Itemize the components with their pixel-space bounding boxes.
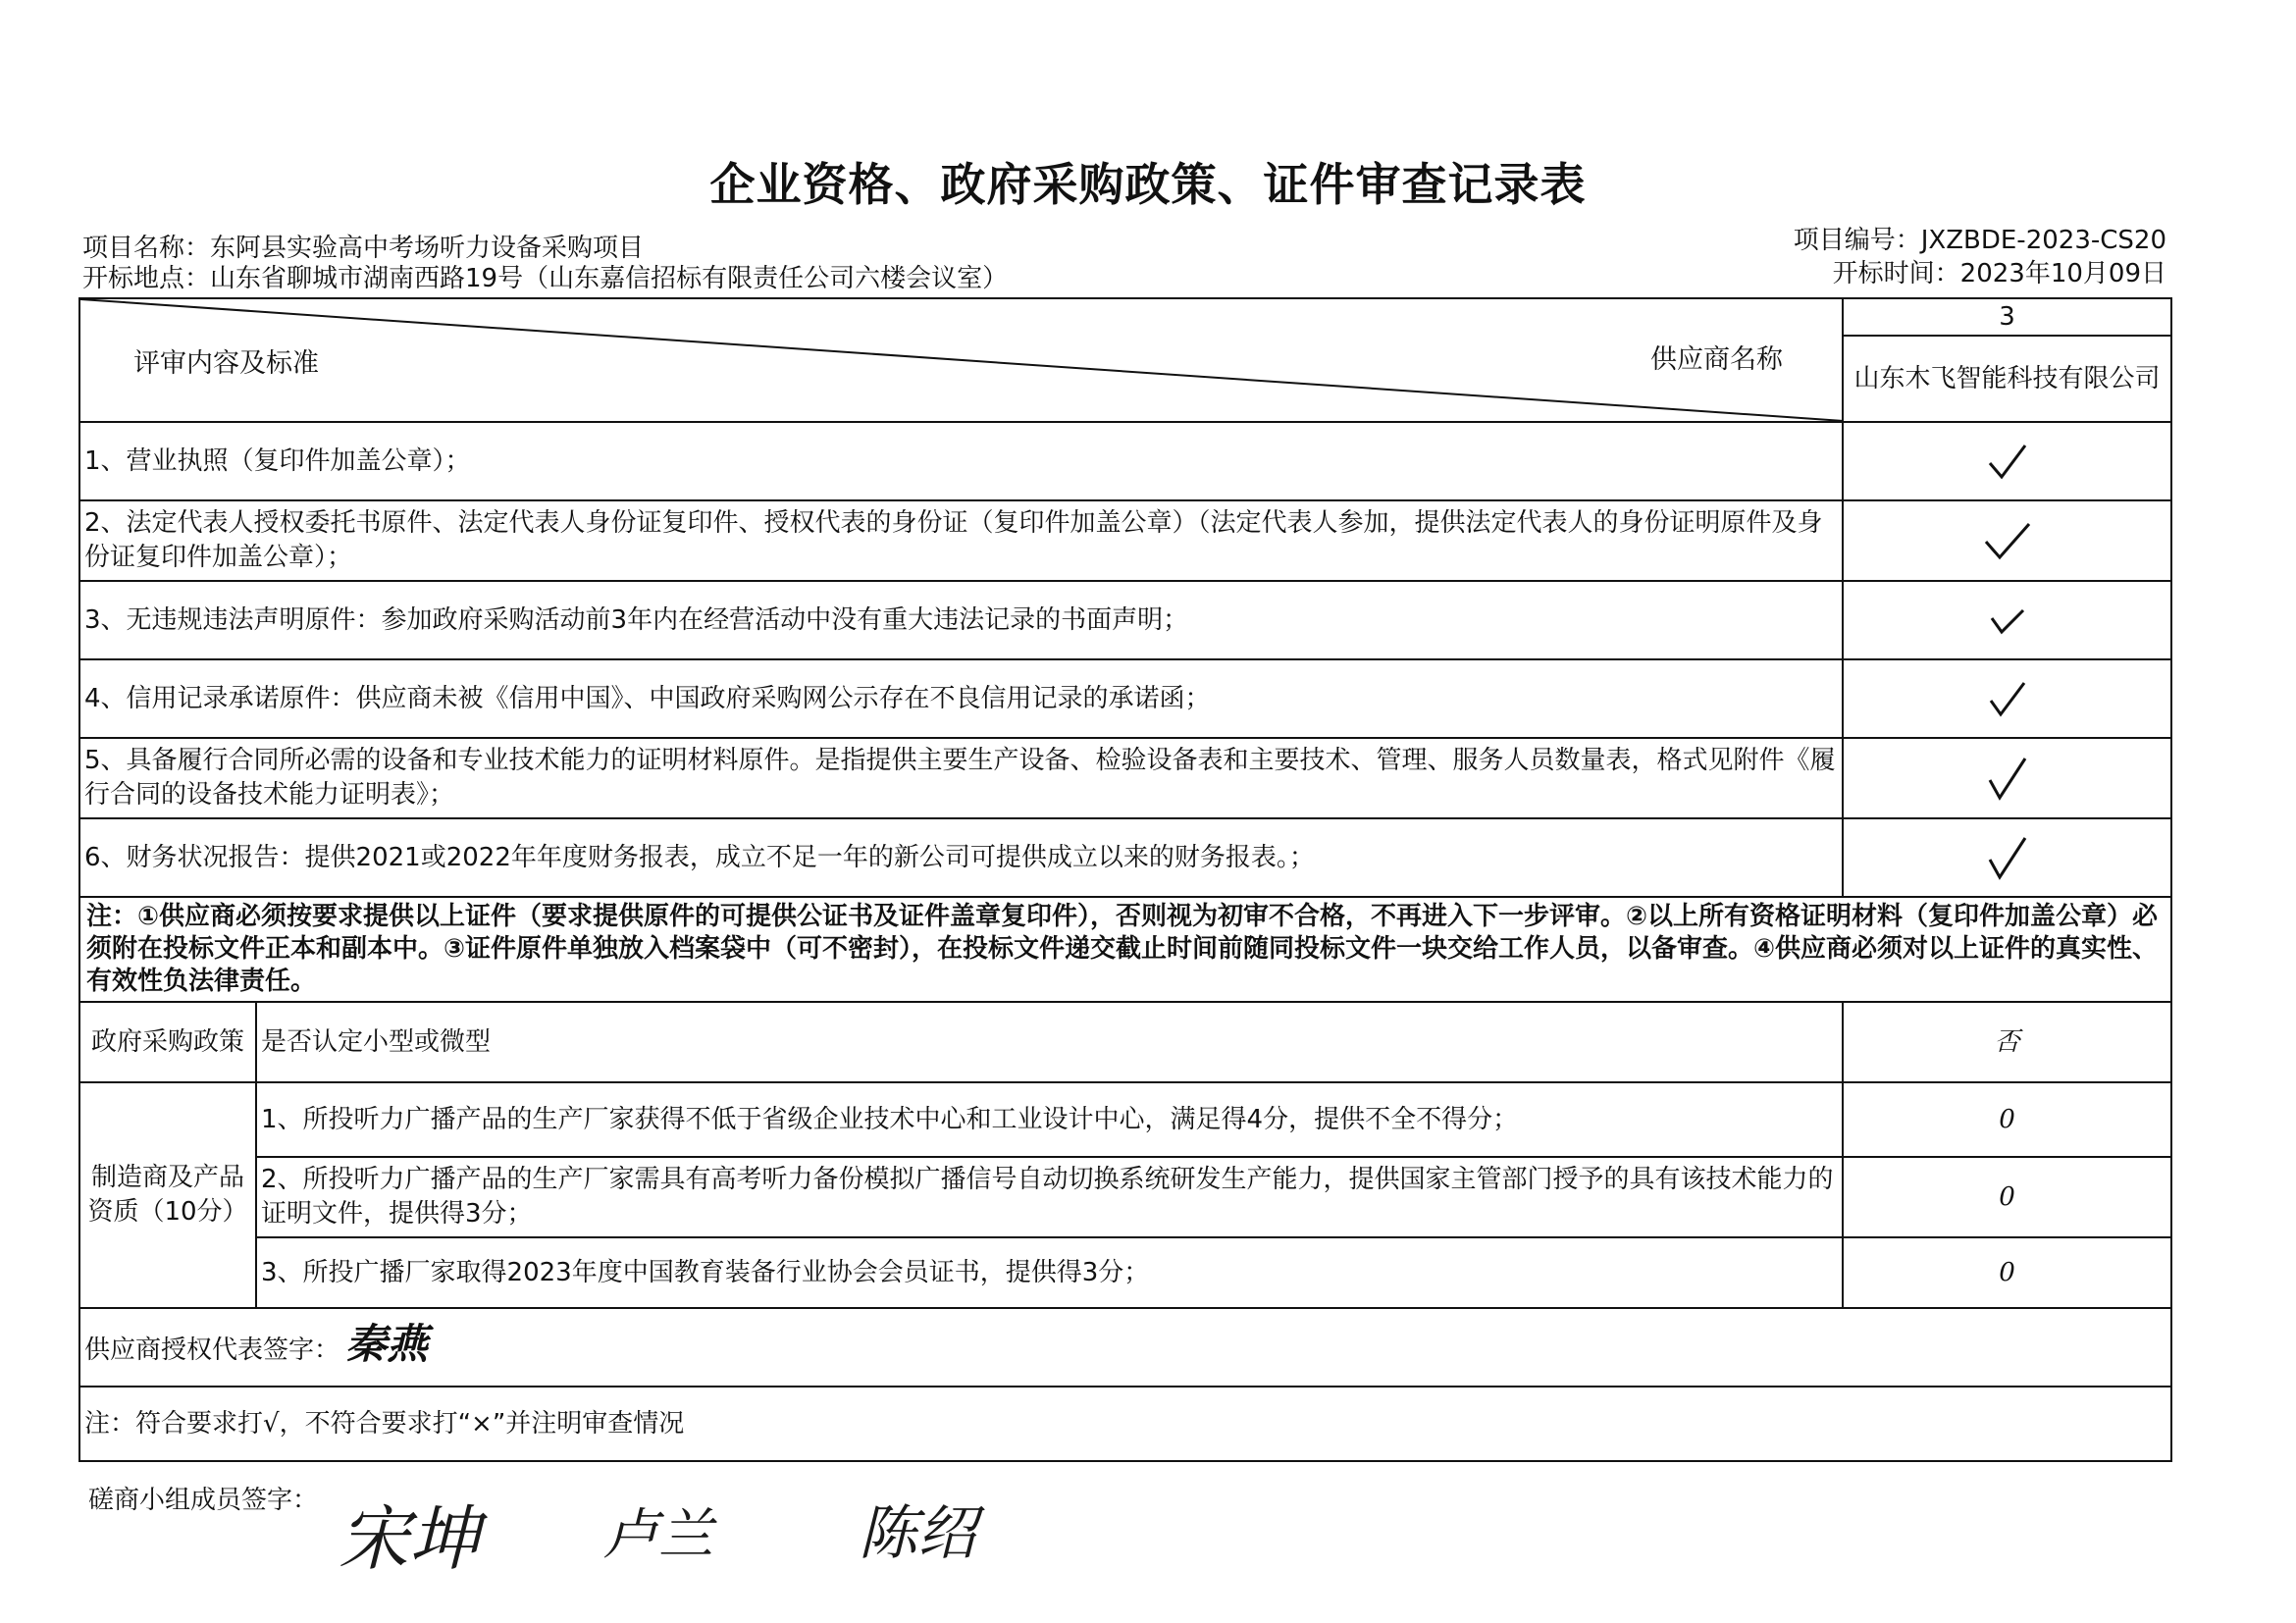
table-row [79, 738, 2171, 818]
panel-signature-2: 卢兰 [603, 1503, 713, 1567]
diagonal-divider-line [80, 299, 1843, 421]
table-header-row [79, 298, 2171, 336]
page-title: 企业资格、政府采购政策、证件审查记录表 [709, 158, 1587, 211]
checkmark-icon [1982, 520, 2033, 561]
requirements-note: 注：①供应商必须按要求提供以上证件（要求提供原件的可提供公证书及证件盖章复印件），否则视为初审不合格，不再进入下一步评审。②以上所有资格证明材料（复印件加盖公章）必须附在投标文件正本和副本中。③证件原件单独放入档案袋中（可不密封），在投标文件递交截止时间前随同投标文件一块交给工作人员，以备审查。④供应商必须对以上证件的真实性、有效性负法律责任。 [79, 897, 2171, 1002]
table-row [79, 422, 2171, 500]
note-row [79, 897, 2171, 1002]
representative-sign-cell [79, 1308, 2171, 1387]
review-criteria-heading: 评审内容及标准 [133, 348, 319, 379]
checkmark-icon [1986, 755, 2029, 802]
manufacturer-qualification-label: 制造商及产品资质（10分） [79, 1082, 256, 1308]
criterion-text: 5、具备履行合同所必需的设备和专业技术能力的证明材料原件。是指提供主要生产设备、检验设备表和主要技术、管理、服务人员数量表，格式见附件《履行合同的设备技术能力证明表》； [79, 738, 1843, 818]
table-row [79, 659, 2171, 738]
qualification-criterion: 1、所投听力广播产品的生产厂家获得不低于省级企业技术中心和工业设计中心，满足得4分，提供不全不得分； [256, 1082, 1843, 1157]
supplier-name: 山东木飞智能科技有限公司 [1843, 336, 2171, 422]
check-mark [1843, 581, 2171, 659]
representative-sign-row [79, 1308, 2171, 1387]
qualification-score: 0 [1843, 1237, 2171, 1308]
check-mark [1843, 659, 2171, 738]
opening-location: 开标地点：山东省聊城市湖南西路19号（山东嘉信招标有限责任公司六楼会议室） [82, 264, 1009, 293]
qualification-score: 0 [1843, 1157, 2171, 1237]
project-name: 项目名称：东阿县实验高中考场听力设备采购项目 [82, 234, 645, 263]
table-row [79, 581, 2171, 659]
checkmark-icon [1987, 679, 2028, 718]
criterion-text: 6、财务状况报告：提供2021或2022年年度财务报表，成立不足一年的新公司可提供成立以来的财务报表。； [79, 818, 1843, 897]
table-row [79, 818, 2171, 897]
supplier-name-heading: 供应商名称 [1650, 344, 1783, 375]
qualification-criterion: 3、所投广播厂家取得2023年度中国教育装备行业协会会员证书，提供得3分； [256, 1237, 1843, 1308]
supplier-number: 3 [1843, 298, 2171, 336]
check-mark [1843, 500, 2171, 581]
panel-signature-1: 宋坤 [339, 1497, 481, 1580]
criterion-text: 2、法定代表人授权委托书原件、法定代表人身份证复印件、授权代表的身份证（复印件加盖公章）（法定代表人参加，提供法定代表人的身份证明原件及身份证复印件加盖公章）； [79, 500, 1843, 581]
qualification-score: 0 [1843, 1082, 2171, 1157]
project-number: 项目编号：JXZBDE-2023-CS20 [1793, 226, 2166, 255]
table-row [79, 1157, 2171, 1237]
check-mark [1843, 818, 2171, 897]
opening-time: 开标时间：2023年10月09日 [1832, 259, 2166, 288]
policy-label: 政府采购政策 [79, 1002, 256, 1082]
policy-answer: 否 [1843, 1002, 2171, 1082]
representative-sign-label: 供应商授权代表签字： [84, 1335, 340, 1365]
review-record-table [78, 297, 2172, 1462]
representative-signature: 秦燕 [345, 1320, 429, 1368]
policy-row [79, 1002, 2171, 1082]
criterion-text: 4、信用记录承诺原件：供应商未被《信用中国》、中国政府采购网公示存在不良信用记录的承诺函； [79, 659, 1843, 738]
checkmark-icon [1986, 834, 2029, 881]
checkmark-icon [1988, 604, 2027, 636]
panel-sign-label: 磋商小组成员签字： [88, 1486, 319, 1515]
policy-question: 是否认定小型或微型 [256, 1002, 1843, 1082]
criterion-text: 1、营业执照（复印件加盖公章）； [79, 422, 1843, 500]
diagonal-header-cell [79, 298, 1843, 422]
panel-signature-3: 陈绍 [859, 1499, 976, 1568]
marking-instructions: 注：符合要求打√，不符合要求打“×”并注明审查情况 [79, 1387, 2171, 1461]
criterion-text: 3、无违规违法声明原件：参加政府采购活动前3年内在经营活动中没有重大违法记录的书面声明； [79, 581, 1843, 659]
table-row [79, 1237, 2171, 1308]
table-row [79, 500, 2171, 581]
table-row [79, 1082, 2171, 1157]
qualification-criterion: 2、所投听力广播产品的生产厂家需具有高考听力备份模拟广播信号自动切换系统研发生产能力，提供国家主管部门授予的具有该技术能力的证明文件，提供得3分； [256, 1157, 1843, 1237]
check-mark [1843, 738, 2171, 818]
check-mark [1843, 422, 2171, 500]
checkmark-icon [1986, 442, 2029, 481]
footer-note-row [79, 1387, 2171, 1461]
